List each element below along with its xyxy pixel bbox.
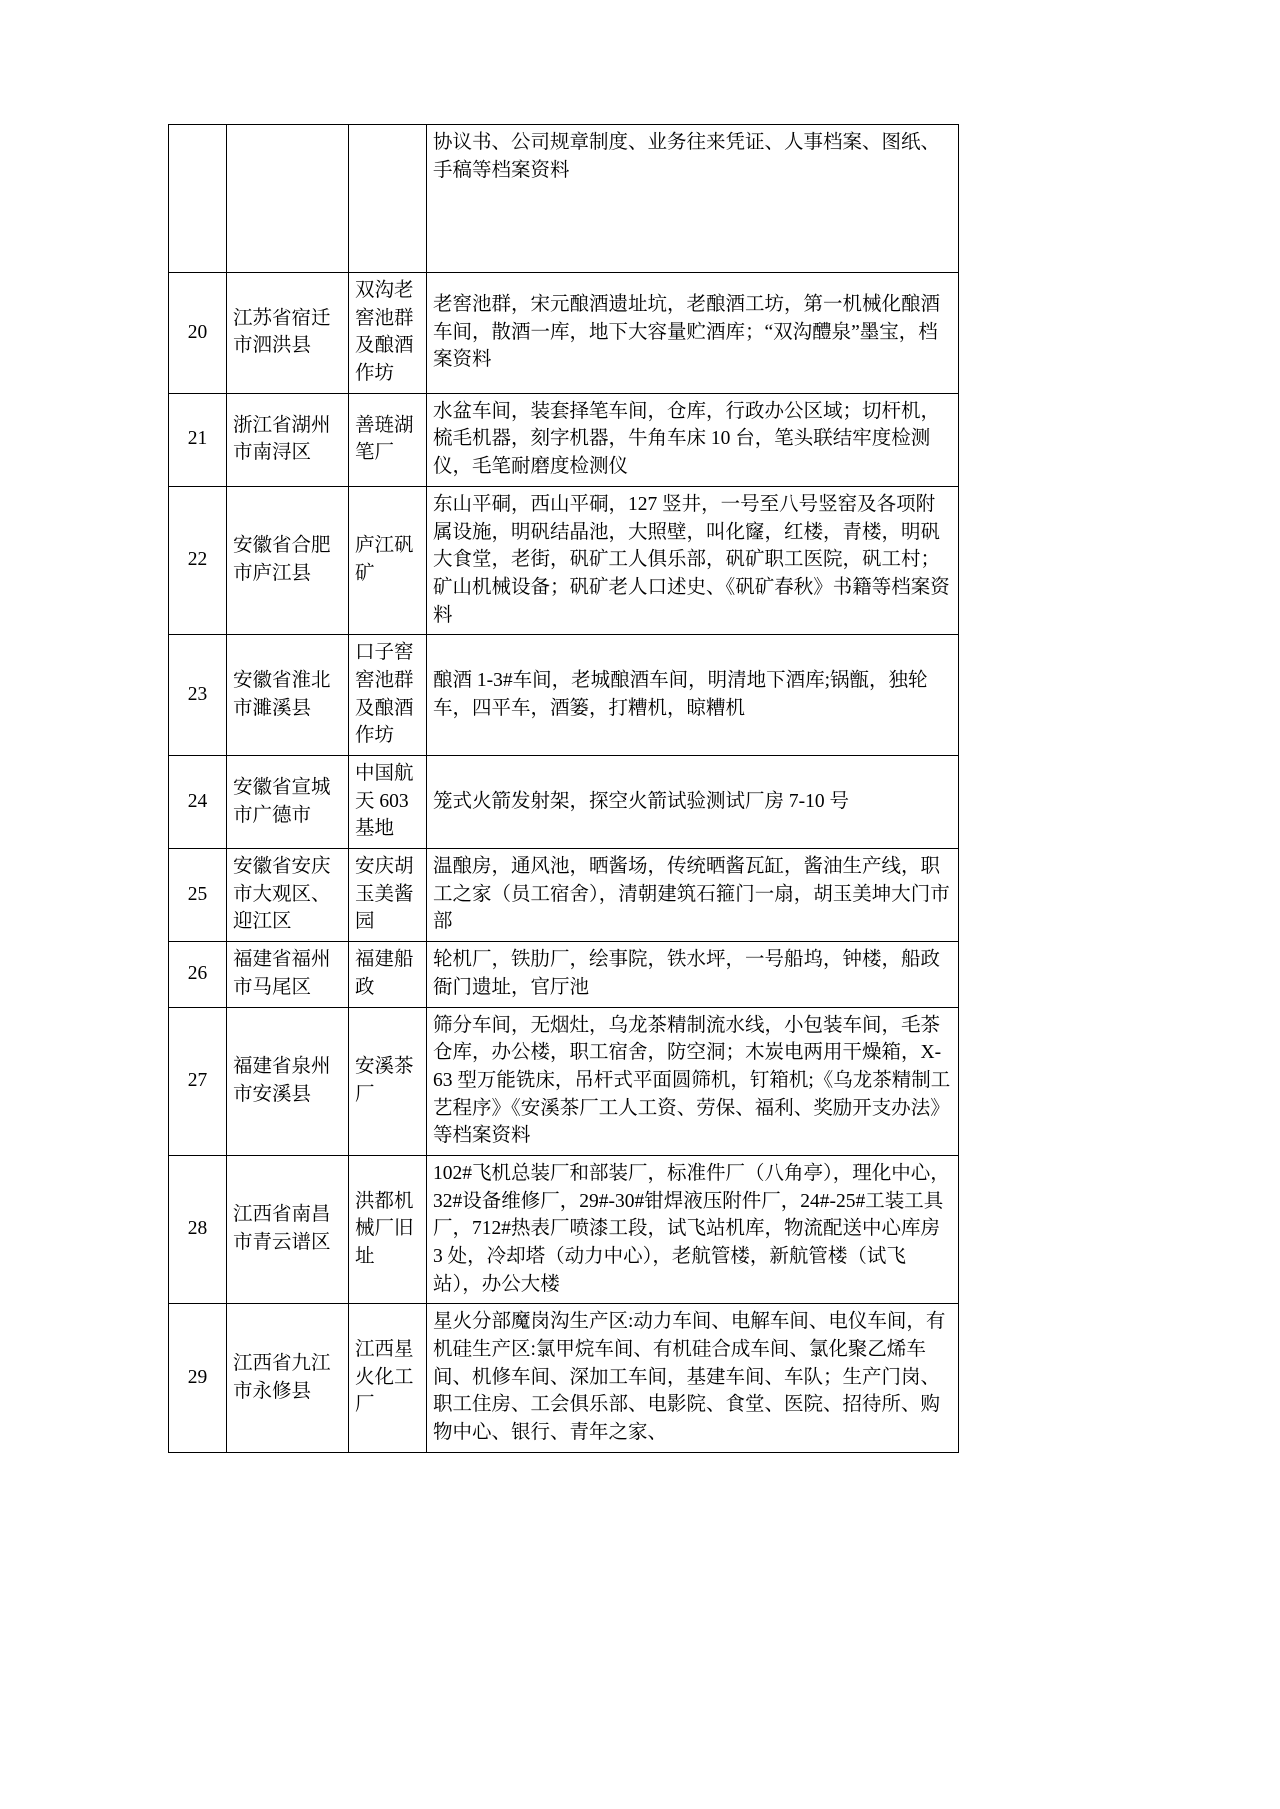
cell-place: 安徽省合肥市庐江县	[227, 486, 349, 634]
table-container	[168, 124, 958, 1453]
cell-description: 温酿房，通风池，晒酱场，传统晒酱瓦缸，酱油生产线，职工之家（员工宿舍），清朝建筑石箍门一扇，胡玉美坤大门市部	[427, 849, 959, 942]
cell-number: 23	[169, 635, 227, 756]
cell-number	[169, 125, 227, 273]
cell-name: 安庆胡玉美酱园	[349, 849, 427, 942]
cell-name: 安溪茶厂	[349, 1007, 427, 1155]
cell-number: 20	[169, 273, 227, 394]
table-row	[169, 125, 959, 273]
cell-description: 轮机厂，铁肋厂，绘事院，铁水坪，一号船坞，钟楼，船政衙门遗址，官厅池	[427, 942, 959, 1007]
cell-description: 水盆车间，装套择笔车间，仓库，行政办公区域；切杆机，梳毛机器，刻字机器，牛角车床 10 台，笔头联结牢度检测仪，毛笔耐磨度检测仪	[427, 393, 959, 486]
cell-number: 26	[169, 942, 227, 1007]
cell-number: 29	[169, 1304, 227, 1452]
cell-name: 江西星火化工厂	[349, 1304, 427, 1452]
table-row	[169, 1007, 959, 1155]
table-row	[169, 1304, 959, 1452]
cell-number: 24	[169, 756, 227, 849]
table-row	[169, 1155, 959, 1303]
table-row	[169, 273, 959, 394]
table-row	[169, 849, 959, 942]
cell-number: 22	[169, 486, 227, 634]
table-row	[169, 942, 959, 1007]
cell-number: 28	[169, 1155, 227, 1303]
heritage-list-table	[168, 124, 959, 1453]
cell-place: 安徽省宣城市广德市	[227, 756, 349, 849]
cell-description: 东山平硐，西山平硐，127 竖井，一号至八号竖窑及各项附属设施，明矾结晶池，大照壁，叫化窿，红楼，青楼，明矾大食堂，老街，矾矿工人俱乐部，矾矿职工医院，矾工村；矿山机械设备；矾矿老人口述史、《矾矿春秋》书籍等档案资料	[427, 486, 959, 634]
cell-name: 庐江矾矿	[349, 486, 427, 634]
cell-description: 协议书、公司规章制度、业务往来凭证、人事档案、图纸、手稿等档案资料	[427, 125, 959, 273]
cell-number: 27	[169, 1007, 227, 1155]
cell-place: 福建省福州市马尾区	[227, 942, 349, 1007]
cell-place: 安徽省淮北市濉溪县	[227, 635, 349, 756]
cell-number: 25	[169, 849, 227, 942]
cell-description: 笼式火箭发射架，探空火箭试验测试厂房 7-10 号	[427, 756, 959, 849]
cell-description: 102#飞机总装厂和部装厂，标准件厂（八角亭），理化中心，32#设备维修厂，29#-30#钳焊液压附件厂，24#-25#工装工具厂，712#热表厂喷漆工段，试飞站机库，物流配送中心库房 3 处，冷却塔（动力中心），老航管楼，新航管楼（试飞站），办公大楼	[427, 1155, 959, 1303]
cell-name: 洪都机械厂旧址	[349, 1155, 427, 1303]
table-row	[169, 486, 959, 634]
cell-description: 星火分部魔岗沟生产区:动力车间、电解车间、电仪车间，有机硅生产区:氯甲烷车间、有机硅合成车间、氯化聚乙烯车间、机修车间、深加工车间，基建车间、车队；生产门岗、职工住房、工会俱乐部、电影院、食堂、医院、招待所、购物中心、银行、青年之家、	[427, 1304, 959, 1452]
cell-name: 福建船政	[349, 942, 427, 1007]
table-row	[169, 635, 959, 756]
table-row	[169, 393, 959, 486]
cell-place: 江西省九江市永修县	[227, 1304, 349, 1452]
cell-name	[349, 125, 427, 273]
table-row	[169, 756, 959, 849]
cell-place: 安徽省安庆市大观区、迎江区	[227, 849, 349, 942]
cell-name: 中国航天 603 基地	[349, 756, 427, 849]
cell-place	[227, 125, 349, 273]
cell-description: 酿酒 1-3#车间，老城酿酒车间，明清地下酒库;锅甑，独轮车，四平车，酒篓，打糟机，晾糟机	[427, 635, 959, 756]
cell-name: 口子窖窖池群及酿酒作坊	[349, 635, 427, 756]
cell-description: 筛分车间，无烟灶，乌龙茶精制流水线，小包装车间，毛茶仓库，办公楼，职工宿舍，防空洞；木炭电两用干燥箱，X-63 型万能铣床，吊杆式平面圆筛机，钉箱机;《乌龙茶精制工艺程序》《安溪茶厂工人工资、劳保、福利、奖励开支办法》等档案资料	[427, 1007, 959, 1155]
cell-place: 江苏省宿迁市泗洪县	[227, 273, 349, 394]
cell-place: 浙江省湖州市南浔区	[227, 393, 349, 486]
cell-number: 21	[169, 393, 227, 486]
cell-name: 善琏湖笔厂	[349, 393, 427, 486]
cell-name: 双沟老窖池群及酿酒作坊	[349, 273, 427, 394]
cell-description: 老窖池群，宋元酿酒遗址坑，老酿酒工坊，第一机械化酿酒车间，散酒一库，地下大容量贮酒库；“双沟醴泉”墨宝，档案资料	[427, 273, 959, 394]
cell-place: 福建省泉州市安溪县	[227, 1007, 349, 1155]
cell-place: 江西省南昌市青云谱区	[227, 1155, 349, 1303]
